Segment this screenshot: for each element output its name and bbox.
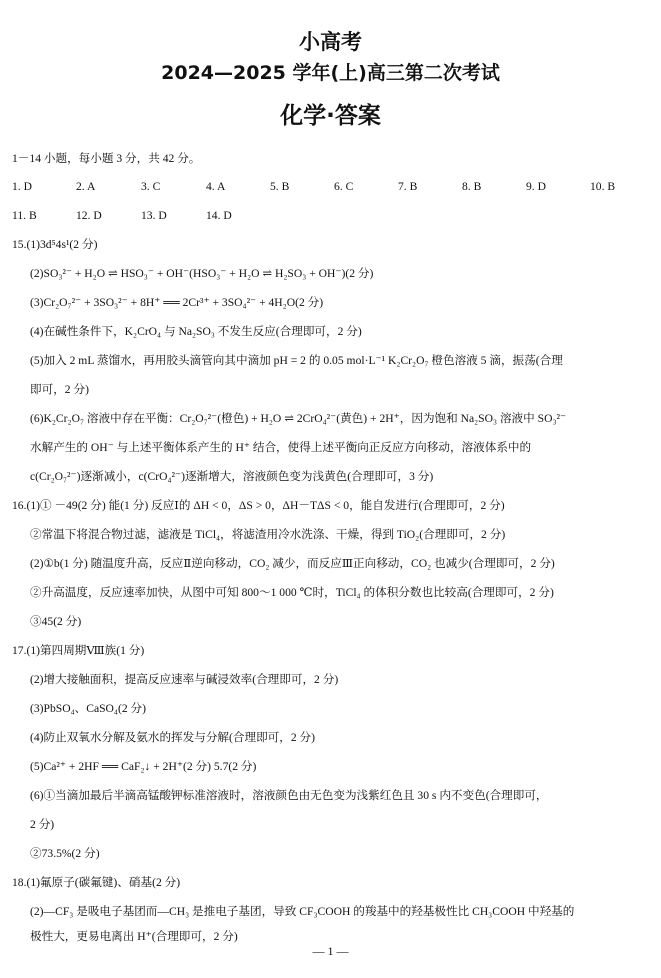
- mc-answer: 6. C: [334, 180, 354, 193]
- mc-answer: 2. A: [76, 180, 96, 193]
- answer-line: (3)PbSO₄、CaSO₄(2 分): [30, 702, 146, 715]
- mc-answer: 1. D: [12, 180, 32, 193]
- brand-title: 小高考: [299, 30, 362, 54]
- mc-answer: 5. B: [270, 180, 290, 193]
- answer-line: (3)Cr₂O₇²⁻ + 3SO₃²⁻ + 8H⁺ ══ 2Cr³⁺ + 3SO₄²⁻ + 4H₂O(2 分): [30, 296, 324, 309]
- answer-line: ②73.5%(2 分): [30, 847, 100, 860]
- answer-line: 水解产生的 OH⁻ 与上述平衡体系产生的 H⁺ 结合，使得上述平衡向正反应方向移动，溶液体系中的: [30, 441, 532, 454]
- mc-answer: 14. D: [206, 209, 232, 222]
- answer-line: ②常温下将混合物过滤，滤液是 TiCl₄，将滤渣用冷水洗涤、干燥，得到 TiO₂(合理即可，2 分): [30, 528, 506, 541]
- exam-title: 2024—2025 学年(上)高三第二次考试: [161, 62, 500, 84]
- answer-line: 2 分): [30, 818, 55, 831]
- mc-answer: 9. D: [526, 180, 546, 193]
- answer-line: (6)K₂Cr₂O₇ 溶液中存在平衡：Cr₂O₇²⁻(橙色) + H₂O ⇌ 2CrO₄²⁻(黄色) + 2H⁺，因为饱和 Na₂SO₃ 溶液中 SO₃²⁻: [30, 412, 567, 425]
- mc-answer: 12. D: [76, 209, 102, 222]
- answer-line: 即可，2 分): [30, 383, 89, 396]
- answer-line: ②升高温度，反应速率加快，从图中可知 800～1 000 ℃时，TiCl₄ 的体积分数也比较高(合理即可，2 分): [30, 586, 554, 599]
- mc-answer: 13. D: [141, 209, 167, 222]
- answer-line: ③45(2 分): [30, 615, 82, 628]
- answer-line: (5)加入 2 mL 蒸馏水，再用胶头滴管向其中滴加 pH = 2 的 0.05 mol·L⁻¹ K₂Cr₂O₇ 橙色溶液 5 滴，振荡(合理: [30, 354, 563, 367]
- mc-answer: 10. B: [590, 180, 616, 193]
- answer-line: 18.(1)氟原子(碳氟键)、硝基(2 分): [12, 876, 181, 889]
- answer-line: (5)Ca²⁺ + 2HF ══ CaF₂↓ + 2H⁺(2 分) 5.7(2 分): [30, 760, 257, 773]
- answer-line: c(Cr₂O₇²⁻)逐渐减小，c(CrO₄²⁻)逐渐增大，溶液颜色变为浅黄色(合理即可，3 分): [30, 470, 434, 483]
- answer-line: 17.(1)第四周期Ⅷ族(1 分): [12, 644, 145, 657]
- answer-line: (4)防止双氧水分解及氨水的挥发与分解(合理即可，2 分): [30, 731, 315, 744]
- answer-line: 极性大，更易电离出 H⁺(合理即可，2 分): [30, 930, 238, 943]
- answer-line: (2)增大接触面积，提高反应速率与碱浸效率(合理即可，2 分): [30, 673, 339, 686]
- answer-line: (2)SO₃²⁻ + H₂O ⇌ HSO₃⁻ + OH⁻(HSO₃⁻ + H₂O ⇌ H₂SO₃ + OH⁻)(2 分): [30, 267, 374, 280]
- answer-line: (6)①当滴加最后半滴高锰酸钾标准溶液时，溶液颜色由无色变为浅紫红色且 30 s 内不变色(合理即可，: [30, 789, 548, 802]
- answer-line: (2)—CF₃ 是吸电子基团而—CH₃ 是推电子基团，导致 CF₃COOH 的羧基中的羟基极性比 CH₃COOH 中羟基的: [30, 905, 575, 918]
- answer-line: 16.(1)① －49(2 分) 能(1 分) 反应Ⅰ的 ΔH < 0，ΔS > 0，ΔH－TΔS < 0，能自发进行(合理即可，2 分): [12, 499, 505, 512]
- answer-line: (2)①b(1 分) 随温度升高，反应Ⅱ逆向移动，CO₂ 减少，而反应Ⅲ正向移动，CO₂ 也减少(合理即可，2 分): [30, 557, 555, 570]
- page-number: — 1 —: [312, 944, 349, 958]
- answer-line: 15.(1)3d⁵4s¹(2 分): [12, 238, 98, 251]
- mc-answer: 8. B: [462, 180, 482, 193]
- answer-line: (4)在碱性条件下，K₂CrO₄ 与 Na₂SO₃ 不发生反应(合理即可，2 分): [30, 325, 362, 338]
- mc-answer: 3. C: [141, 180, 161, 193]
- mc-answer: 7. B: [398, 180, 418, 193]
- mc-answer: 11. B: [12, 209, 37, 222]
- subject-title: 化学·答案: [280, 103, 381, 129]
- mc-intro: 1－14 小题，每小题 3 分，共 42 分。: [12, 152, 201, 165]
- mc-answer: 4. A: [206, 180, 226, 193]
